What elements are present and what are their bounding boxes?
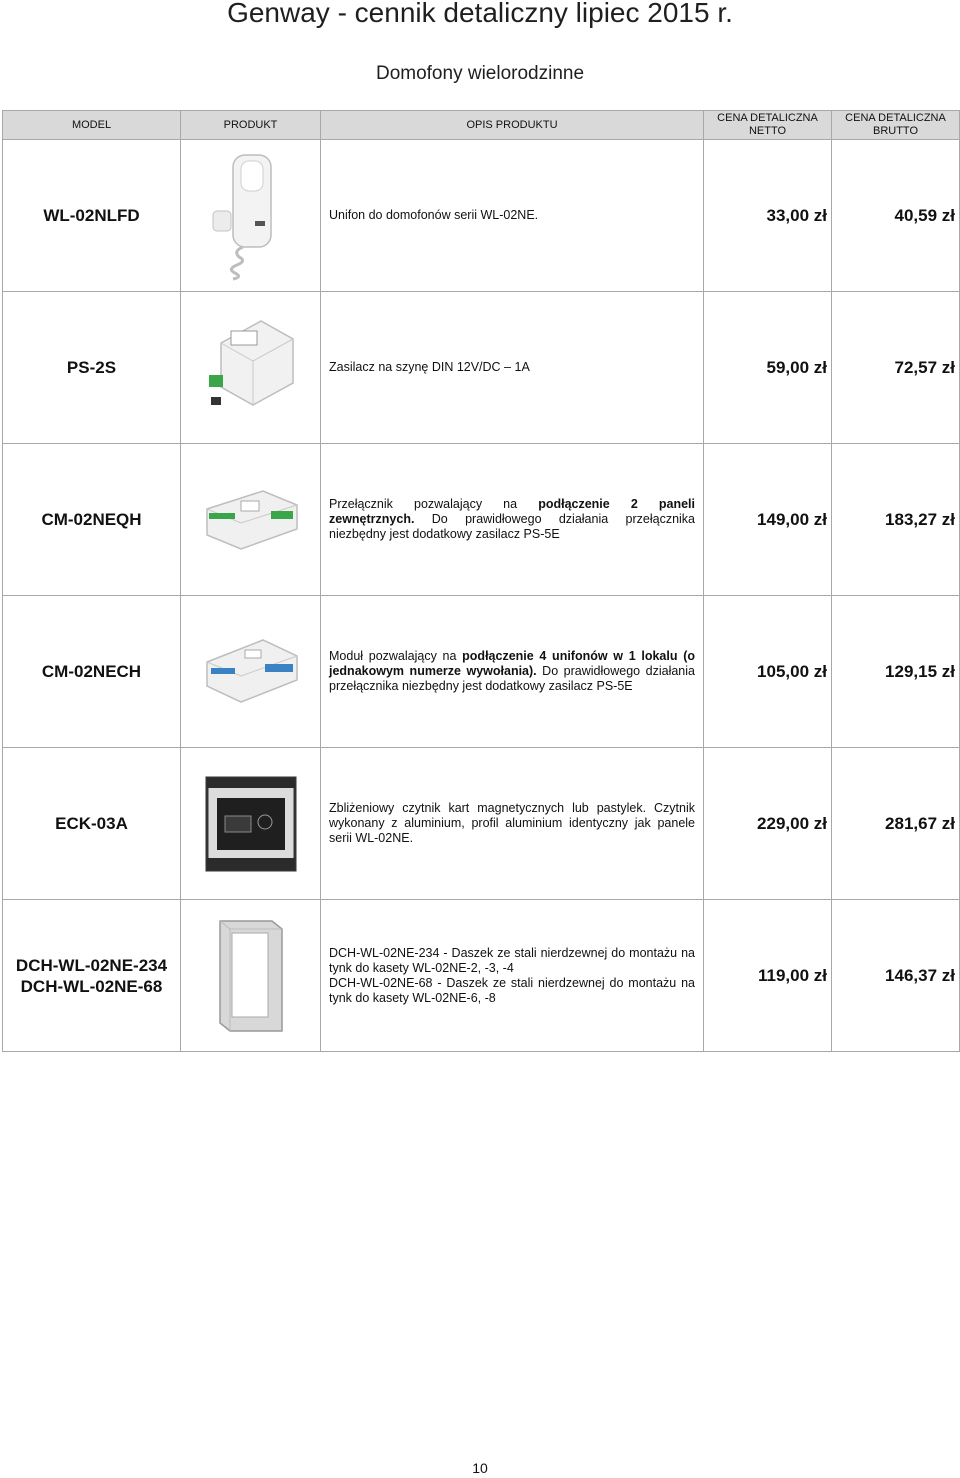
model-cell: WL-02NLFD [3, 140, 181, 292]
table-row [3, 292, 960, 444]
price-brutto: 183,27 zł [832, 444, 960, 596]
section-title: Domofony wielorodzinne [375, 63, 585, 84]
price-netto: 229,00 zł [704, 748, 832, 900]
product-image-cell [181, 444, 321, 596]
price-brutto: 40,59 zł [832, 140, 960, 292]
model-line: DCH-WL-02NE-68 [20, 976, 163, 996]
description-text: Przełącznik pozwalający na [329, 497, 539, 511]
table-row [3, 596, 960, 748]
description-cell [321, 596, 704, 748]
din-power-supply-icon [201, 313, 301, 423]
description-text: Moduł pozwalający na [329, 649, 463, 663]
table-row [3, 748, 960, 900]
model-cell: ECK-03A [3, 748, 181, 900]
header-netto-line1: CENA DETALICZNA [717, 112, 818, 124]
table-row [3, 140, 960, 292]
price-brutto: 281,67 zł [832, 748, 960, 900]
description-bold: podłączenie 4 unifonów w 1 lokalu (o jednakowym numerze wywołania). [329, 649, 695, 678]
card-reader-icon [203, 774, 299, 874]
switch-module-icon [201, 485, 301, 555]
price-brutto: 129,15 zł [832, 596, 960, 748]
description-text: Do prawidłowego działania przełącznika niezbędny jest dodatkowy zasilacz PS-5E [329, 664, 695, 693]
table-header-row [3, 111, 960, 140]
model-line: DCH-WL-02NE-234 [15, 955, 168, 975]
price-netto: 59,00 zł [704, 292, 832, 444]
price-table [2, 110, 960, 1052]
description-cell: Unifon do domofonów serii WL-02NE. [321, 140, 704, 292]
product-image-cell [181, 596, 321, 748]
header-netto-line2: NETTO [748, 125, 787, 137]
product-image-cell [181, 748, 321, 900]
price-netto: 119,00 zł [704, 900, 832, 1052]
price-brutto: 146,37 zł [832, 900, 960, 1052]
model-cell [3, 900, 181, 1052]
header-brutto-line1: CENA DETALICZNA [845, 112, 946, 124]
header-produkt: PRODUKT [181, 111, 321, 140]
description-cell: Zbliżeniowy czytnik kart magnetycznych lub pastylek. Czytnik wykonany z aluminium, profil aluminium identyczny jak panele serii WL-02NE. [321, 748, 704, 900]
header-brutto [832, 111, 960, 140]
header-opis: OPIS PRODUKTU [321, 111, 704, 140]
page-title: Genway - cennik detaliczny lipiec 2015 r. [227, 0, 733, 28]
price-brutto: 72,57 zł [832, 292, 960, 444]
model-cell: PS-2S [3, 292, 181, 444]
product-image-cell [181, 140, 321, 292]
product-image-cell [181, 292, 321, 444]
product-image-cell [181, 900, 321, 1052]
price-netto: 33,00 zł [704, 140, 832, 292]
description-text: DCH-WL-02NE-68 - Daszek ze stali nierdzewnej do montażu na tynk do kasety WL-02NE-6, -8 [329, 975, 695, 1005]
page-number: 10 [472, 1460, 488, 1476]
description-text: Do prawidłowego działania przełącznika niezbędny jest dodatkowy zasilacz PS-5E [329, 512, 695, 541]
header-brutto-line2: BRUTTO [872, 125, 919, 137]
description-cell [321, 900, 704, 1052]
description-bold: podłączenie 2 paneli zewnętrznych. [329, 497, 695, 526]
price-netto: 149,00 zł [704, 444, 832, 596]
handset-module-icon [201, 634, 301, 709]
stainless-frame-icon [216, 917, 286, 1035]
description-cell: Zasilacz na szynę DIN 12V/DC – 1A [321, 292, 704, 444]
table-row [3, 900, 960, 1052]
model-cell: CM-02NECH [3, 596, 181, 748]
description-cell [321, 444, 704, 596]
header-netto [704, 111, 832, 140]
price-netto: 105,00 zł [704, 596, 832, 748]
intercom-handset-icon [211, 151, 291, 281]
header-model: MODEL [3, 111, 181, 140]
table-row [3, 444, 960, 596]
description-text: DCH-WL-02NE-234 - Daszek ze stali nierdzewnej do montażu na tynk do kasety WL-02NE-2, -3, -4 [329, 945, 695, 975]
model-cell: CM-02NEQH [3, 444, 181, 596]
